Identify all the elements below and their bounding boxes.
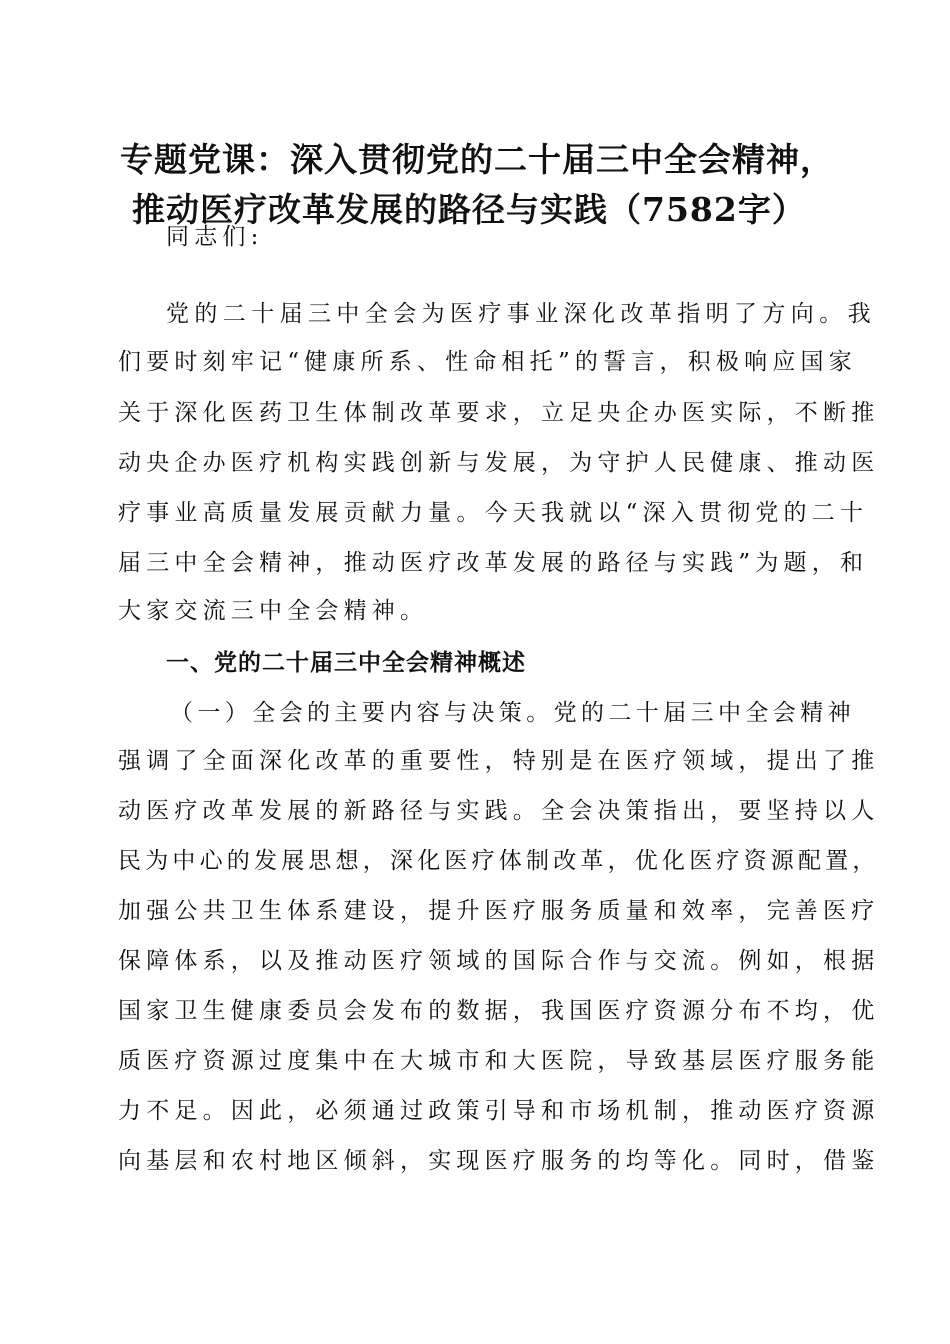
paragraph-line: 质医疗资源过度集中在大城市和大医院，导致基层医疗服务能 — [118, 1048, 880, 1074]
paragraph-line: 强调了全面深化改革的重要性，特别是在医疗领域，提出了推 — [118, 748, 880, 774]
paragraph-line: 党的二十届三中全会为医疗事业深化改革指明了方向。我 — [166, 301, 876, 327]
paragraph-line: 保障体系，以及推动医疗领域的国际合作与交流。例如，根据 — [118, 948, 880, 974]
document-title-line-1: 专题党课：深入贯彻党的二十届三中全会精神， — [120, 140, 834, 179]
paragraph-line: 力不足。因此，必须通过政策引导和市场机制，推动医疗资源 — [118, 1098, 880, 1124]
paragraph-line: 关于深化医药卫生体制改革要求，立足央企办医实际，不断推 — [118, 400, 880, 426]
paragraph-line: 动医疗改革发展的新路径与实践。全会决策指出，要坚持以人 — [118, 798, 880, 824]
section-heading: 一、党的二十届三中全会精神概述 — [166, 650, 526, 676]
paragraph-line: （一）全会的主要内容与决策。党的二十届三中全会精神 — [170, 700, 855, 726]
document-title-line-2: 推动医疗改革发展的路径与实践（7582字） — [132, 190, 806, 229]
paragraph-line: 疗事业高质量发展贡献力量。今天我就以“深入贯彻党的二十 — [118, 500, 869, 526]
paragraph-line: 动央企办医疗机构实践创新与发展，为守护人民健康、推动医 — [118, 450, 880, 476]
paragraph-line: 加强公共卫生体系建设，提升医疗服务质量和效率，完善医疗 — [118, 898, 880, 924]
salutation: 同志们: — [166, 224, 264, 250]
paragraph-line: 们要时刻牢记“健康所系、性命相托”的誓言，积极响应国家 — [118, 349, 857, 375]
paragraph-line: 国家卫生健康委员会发布的数据，我国医疗资源分布不均，优 — [118, 998, 880, 1024]
paragraph-line: 民为中心的发展思想，深化医疗体制改革，优化医疗资源配置， — [118, 848, 880, 874]
paragraph-line: 届三中全会精神，推动医疗改革发展的路径与实践”为题，和 — [118, 550, 869, 576]
paragraph-line: 大家交流三中全会精神。 — [118, 598, 429, 624]
paragraph-line: 向基层和农村地区倾斜，实现医疗服务的均等化。同时，借鉴 — [118, 1148, 880, 1174]
